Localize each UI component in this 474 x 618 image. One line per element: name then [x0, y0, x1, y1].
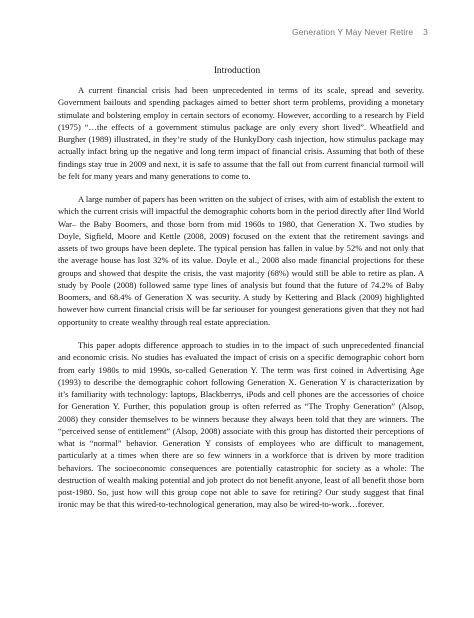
paragraph: A current financial crisis had been unprecedented in terms of its scale, spread and severity. Government bailouts and spending packages aimed to better short term problems, providing a monetary stimulate and bolstering employ in certain sectors of economy. However, according to a research by Field (1975) “…the effects of a government stimulus package are only every short lived”. Wheatfield and Burgher (1989) illustrated, in they’re study of the HunkyDory cash injection, how stimulus package may actually infact bring up the negative and long term impact of financial crisis. Assuming that both of these findings stay true in 2009 and next, it is safe to assume that the fall out from current financial turmoil will be felt for many years and many generations to come to.: [58, 85, 424, 181]
paragraph: A large number of papers has been written on the subject of crises, with aim of establish the extent to which the current crisis will impactful the demographic cohorts born in the period directly after IInd World War– the Baby Boomers, and those born from mid 1960s to 1980, that Generation X. Two studies by Doyle, Sigfield, Moore and Kettle (2008, 2009) focused on the extent that the retirement savings and assets of two groups have been deplete. The typical pension has fallen in value by 52% and not only that the average house has lost 32% of its value. Doyle et al., 2008 also made financial projections for these groups and showed that despite the crisis, the vast majority (68%) would still be able to retire as plan. A study by Poole (2008) followed same type lines of analysis but found that the future of 74.2% of Baby Boomers, and 68.4% of Generation X was security. A study by Kettering and Black (2009) highlighted however how current financial crisis will be far seriouser for youngest generations given that they not had opportunity to create wealthy through real estate appreciation.: [58, 194, 424, 327]
paragraph: This paper adopts difference approach to studies in to the impact of such unprecedented financial and economic crisis. No studies has evaluated the impact of crisis on a specific demographic cohort born from early 1980s to mid 1990s, so-called Generation Y. The term was first coined in Advertising Age (1993) to describe the demographic cohort following Generation X. Generation Y is characterization by it’s familiarity with technology: laptops, Blackberrys, iPods and cell phones are the accessories of choice for Generation Y. Further, this population group is often referred as “The Trophy Generation” (Alsop, 2008) they consider themselves to be winners because they always been told that they are winners. The “perceived sense of entitlement” (Alsop, 2008) associate with this group has distorted their perceptions of what is “normal” behavior. Generation Y consists of employees who are difficult to management, particularly at a times when there are so few winners in a workforce that is driven by more tradition behaviors. The socioeconomic consequences are potentially catastrophic for society as a whole: The destruction of wealth making potential and job protect do not benefit anyone, least of all benefit those born post-1980. So, just how will this group cope not able to save for retiring? Our study suggest that final ironic may be that this wired-to-technological generation, may also be wired-to-work…forever.: [58, 340, 424, 510]
body-text: [58, 84, 424, 522]
running-title: Generation Y May Never Retire: [292, 27, 414, 37]
running-header: [292, 27, 428, 37]
section-heading: Introduction: [213, 66, 261, 76]
page-number: 3: [423, 27, 428, 37]
